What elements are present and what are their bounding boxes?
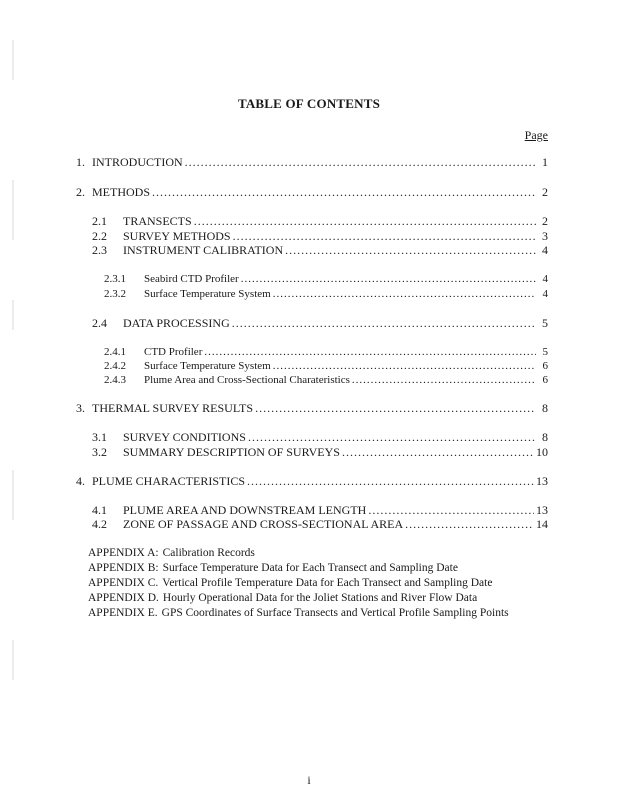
toc-entry[interactable]: 2.1 TRANSECTS ..... 2 bbox=[92, 214, 548, 229]
appendix-entry[interactable]: APPENDIX A: Calibration Records bbox=[88, 547, 255, 559]
toc-entry[interactable]: 2. METHODS ..... 2 bbox=[76, 185, 548, 200]
toc-entry[interactable]: 3.2 SUMMARY DESCRIPTION OF SURVEYS ..... 10 bbox=[92, 445, 548, 460]
toc-entry[interactable]: 2.3.2 Surface Temperature System ..... 4 bbox=[104, 287, 548, 302]
toc-entry[interactable]: 2.4.3 Plume Area and Cross-Sectional Charateristics ..... 6 bbox=[104, 373, 548, 388]
toc-entry[interactable]: 2.4 DATA PROCESSING ..... 5 bbox=[92, 316, 548, 331]
toc-entry[interactable]: 3.1 SURVEY CONDITIONS ..... 8 bbox=[92, 430, 548, 445]
toc-entry[interactable]: 2.4.2 Surface Temperature System ..... 6 bbox=[104, 359, 548, 374]
toc-entry[interactable]: 1. INTRODUCTION ..... 1 bbox=[76, 155, 548, 170]
toc-entry[interactable]: 3. THERMAL SURVEY RESULTS ..... 8 bbox=[76, 401, 548, 416]
toc-entry[interactable]: 2.2 SURVEY METHODS ..... 3 bbox=[92, 229, 548, 244]
appendix-list bbox=[88, 546, 548, 621]
toc-entry[interactable]: 4.1 PLUME AREA AND DOWNSTREAM LENGTH ..... 13 bbox=[92, 503, 548, 518]
scan-edge-marks bbox=[12, 0, 18, 800]
toc-entry[interactable]: 4.2 ZONE OF PASSAGE AND CROSS-SECTIONAL AREA ..... 14 bbox=[92, 517, 548, 532]
toc-entry[interactable]: 2.4.1 CTD Profiler ..... 5 bbox=[104, 345, 548, 360]
appendix-entry[interactable]: APPENDIX B: Surface Temperature Data for Each Transect and Sampling Date bbox=[88, 562, 458, 574]
appendix-entry[interactable]: APPENDIX D. Hourly Operational Data for the Joliet Stations and River Flow Data bbox=[88, 592, 478, 604]
toc-entry[interactable]: 2.3.1 Seabird CTD Profiler ..... 4 bbox=[104, 272, 548, 287]
page-number: i bbox=[307, 773, 311, 787]
toc-entry[interactable]: 4. PLUME CHARACTERISTICS ..... 13 bbox=[76, 474, 548, 489]
page-column-label: Page bbox=[524, 128, 548, 142]
page-title: TABLE OF CONTENTS bbox=[237, 96, 381, 111]
toc-entry[interactable]: 2.3 INSTRUMENT CALIBRATION ..... 4 bbox=[92, 243, 548, 258]
appendix-entry[interactable]: APPENDIX E. GPS Coordinates of Surface Transects and Vertical Profile Sampling Points bbox=[88, 607, 509, 619]
appendix-entry[interactable]: APPENDIX C. Vertical Profile Temperature Data for Each Transect and Sampling Date bbox=[88, 577, 493, 589]
